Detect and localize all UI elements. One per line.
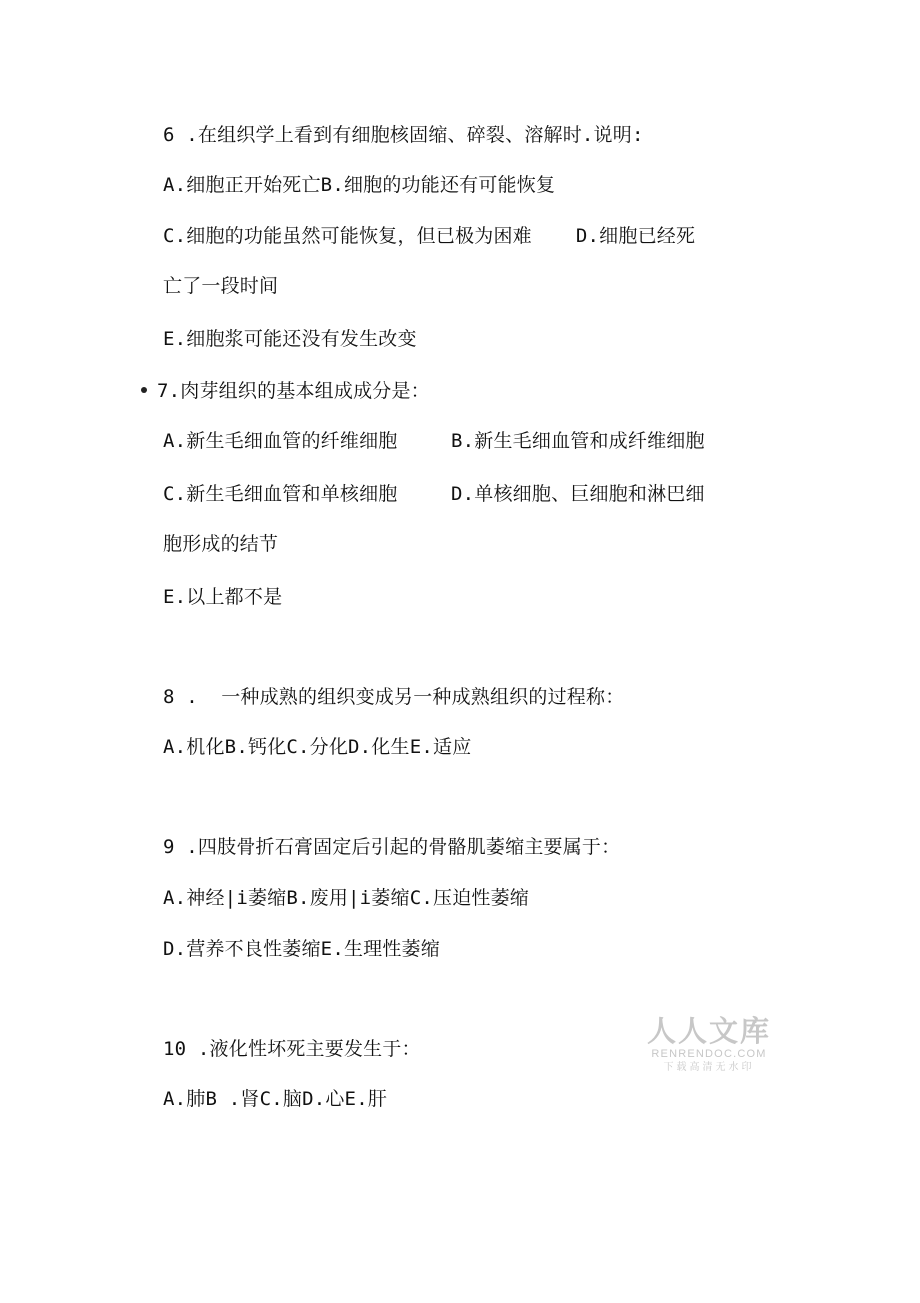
watermark-title: 人人文库	[646, 1014, 771, 1048]
bullet-icon	[141, 387, 147, 393]
question-6-option-e: E.细胞浆可能还没有发生改变	[163, 328, 417, 350]
question-8-stem: 8 . 一种成熟的组织变成另一种成熟组织的过程称：	[163, 686, 625, 708]
question-7-option-c: C.新生毛细血管和单核细胞	[163, 483, 398, 505]
question-9-options-de: D.营养不良性萎缩E.生理性萎缩	[163, 938, 440, 960]
question-10-stem: 10 .液化性坏死主要发生于：	[163, 1038, 421, 1060]
question-6-option-c: C.细胞的功能虽然可能恢复，但已极为困难	[163, 225, 532, 247]
question-6-options-ab: A.细胞正开始死亡B.细胞的功能还有可能恢复	[163, 174, 556, 196]
watermark-site: RENRENDOC.COM	[651, 1048, 767, 1060]
question-10-options: A.肺B .肾C.脑D.心E.肝	[163, 1088, 388, 1110]
question-6-stem: 6 .在组织学上看到有细胞核固缩、碎裂、溶解时.说明:	[163, 124, 644, 146]
question-9-options-abc: A.神经|i萎缩B.废用|i萎缩C.压迫性萎缩	[163, 887, 529, 909]
watermark-logo	[644, 1015, 774, 1074]
question-6-option-d: D.细胞已经死	[575, 225, 696, 247]
question-7-option-b: B.新生毛细血管和成纤维细胞	[451, 430, 705, 452]
question-7-option-d: D.单核细胞、巨细胞和淋巴细	[451, 483, 705, 505]
question-8-options: A.机化B.钙化C.分化D.化生E.适应	[163, 736, 472, 758]
question-7-stem: 7.肉芽组织的基本组成成分是：	[157, 380, 430, 402]
question-9-stem: 9 .四肢骨折石膏固定后引起的骨骼肌萎缩主要属于：	[163, 836, 621, 858]
watermark-subtitle: 下载高清无水印	[663, 1062, 755, 1073]
question-6-option-d-continued: 亡了一段时间	[163, 275, 279, 297]
question-6-option-c-d	[163, 224, 695, 248]
question-7-option-e: E.以上都不是	[163, 586, 283, 608]
question-7-option-d-continued: 胞形成的结节	[163, 533, 279, 555]
question-7-option-a: A.新生毛细血管的纤维细胞	[163, 430, 398, 452]
